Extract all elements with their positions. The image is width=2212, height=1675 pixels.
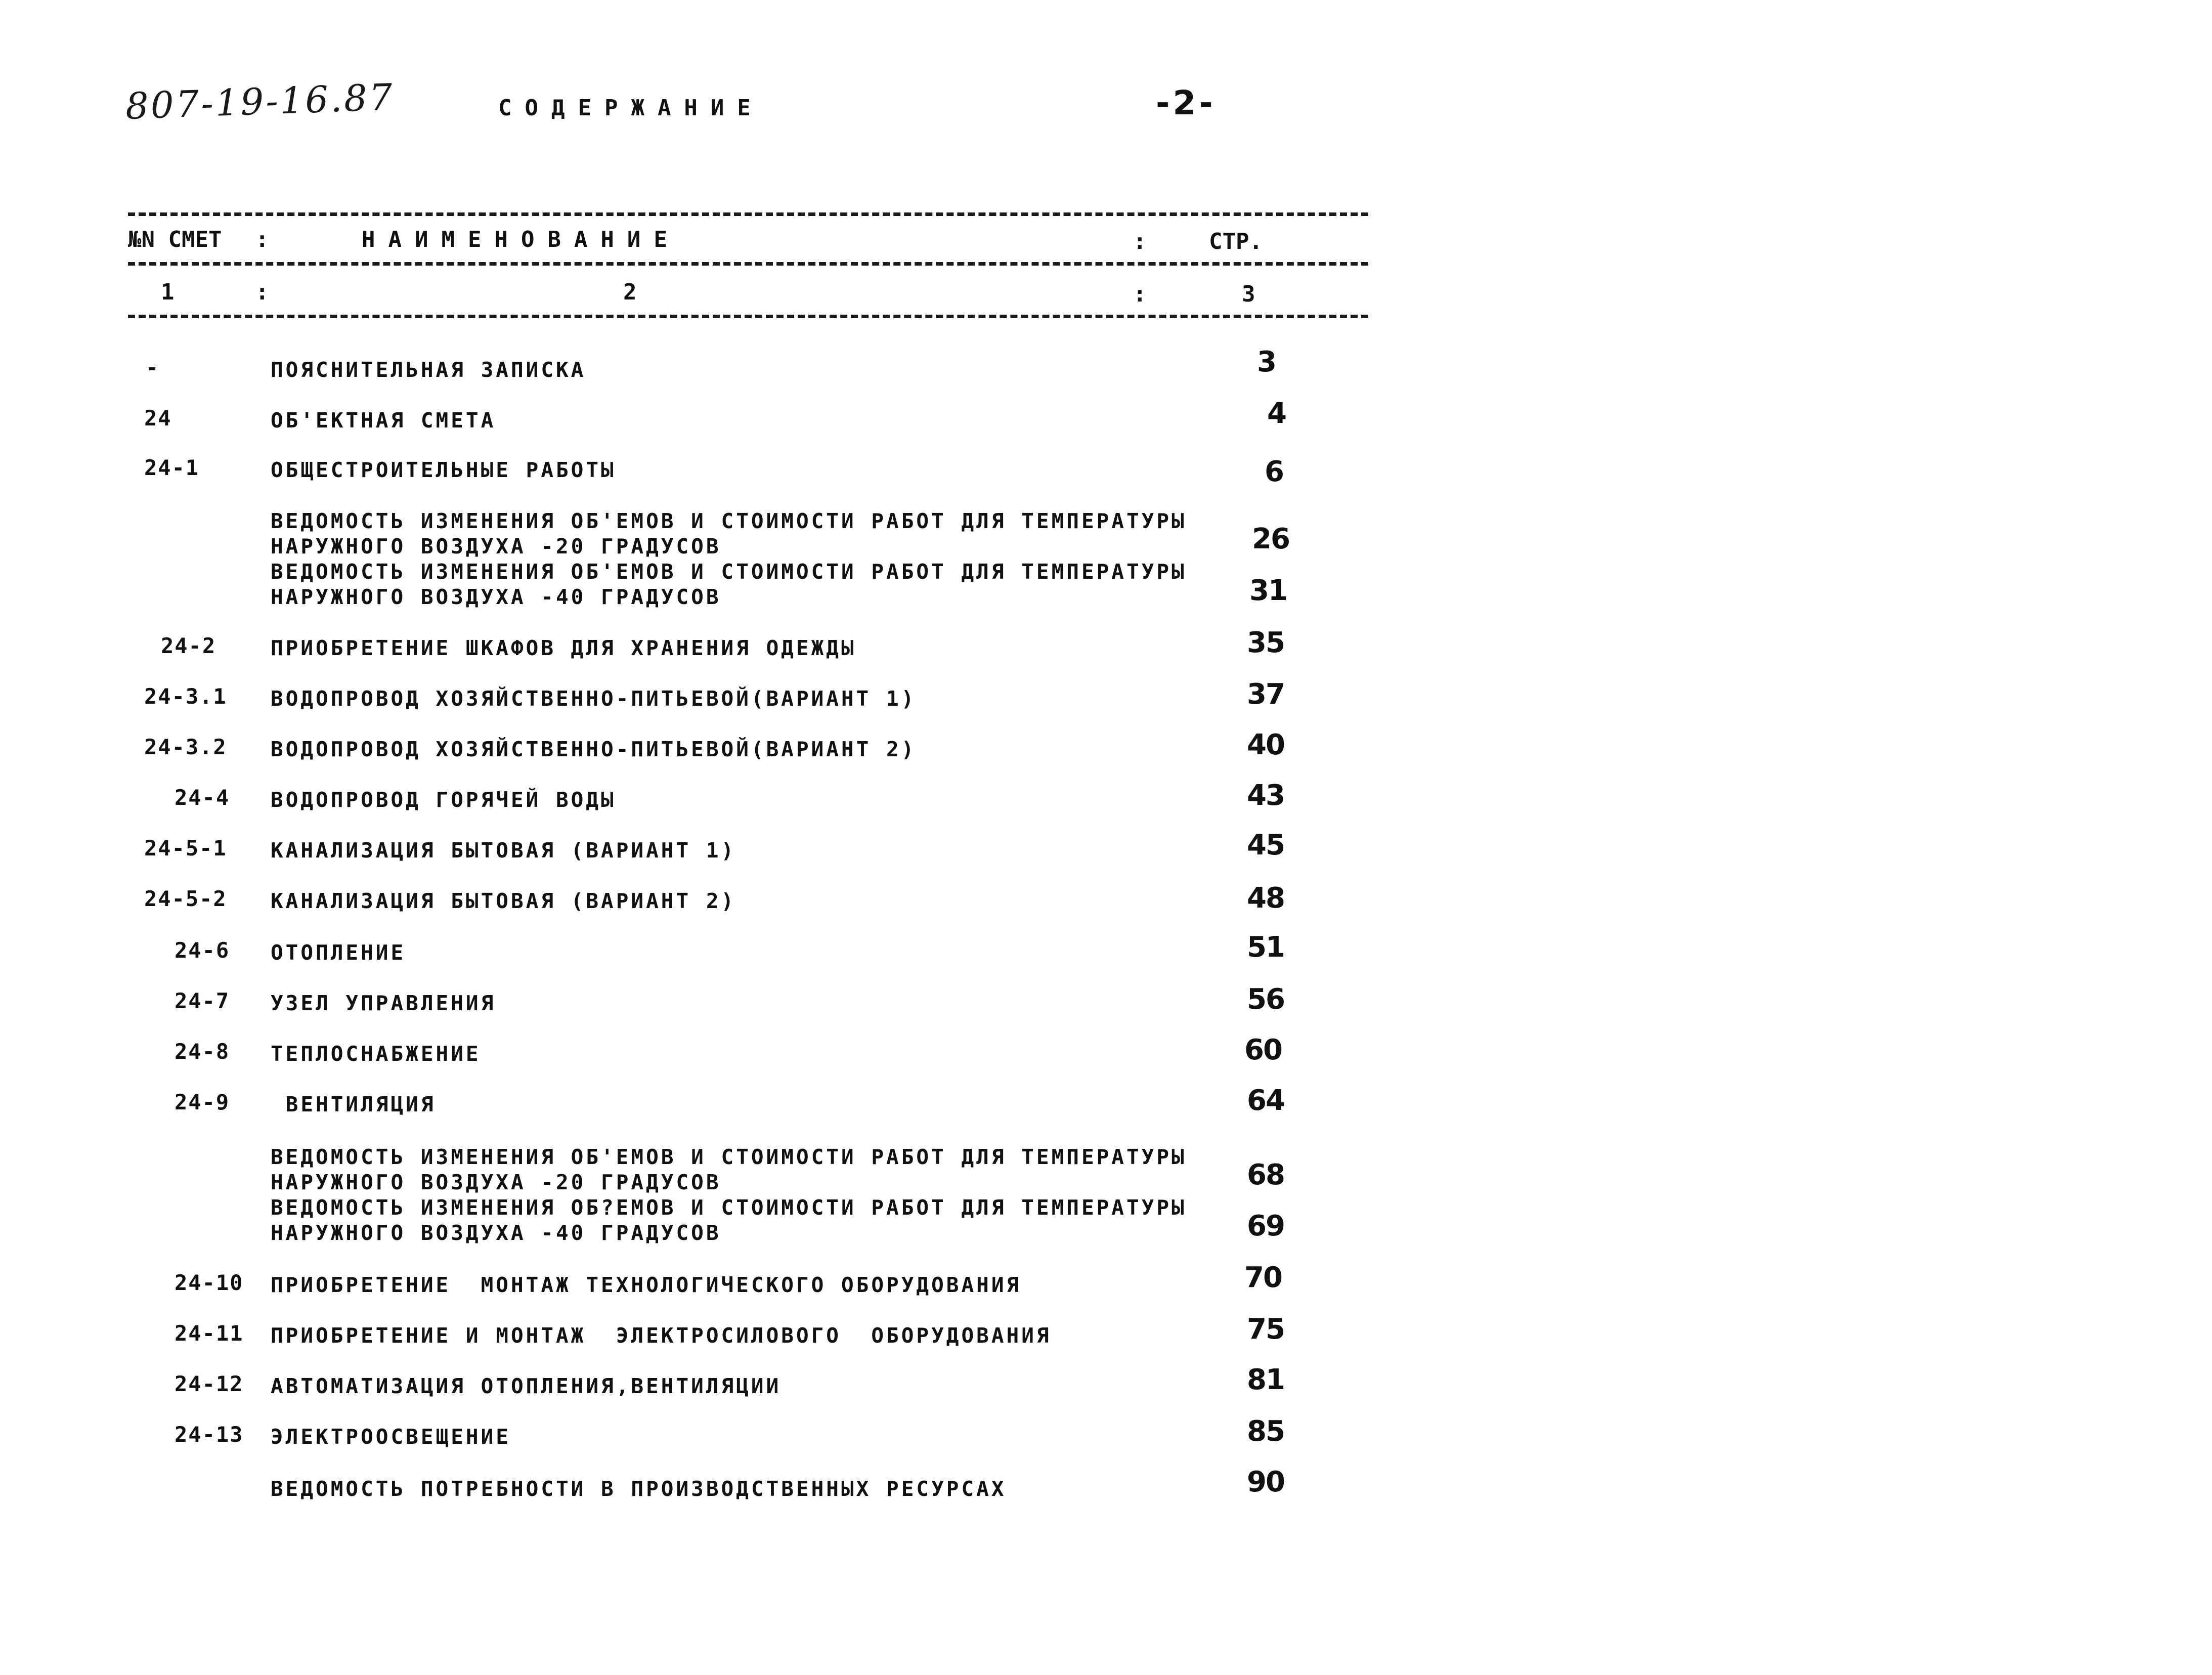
page-number: -2-	[1156, 83, 1216, 122]
row-code: 24-6	[175, 938, 230, 963]
row-code: 24-10	[175, 1270, 244, 1295]
row-page: 60	[1244, 1034, 1282, 1066]
row-name: УЗЕЛ УПРАВЛЕНИЯ	[271, 991, 496, 1015]
row-code: 24-7	[175, 989, 230, 1013]
row-name: ПОЯСНИТЕЛЬНАЯ ЗАПИСКА	[271, 358, 586, 382]
row-name: АВТОМАТИЗАЦИЯ ОТОПЛЕНИЯ,ВЕНТИЛЯЦИИ	[271, 1374, 782, 1398]
row-page: 40	[1247, 728, 1284, 761]
column-header-page: СТР.	[1209, 229, 1263, 254]
row-code: -	[146, 355, 160, 380]
column-number-code: 1	[161, 279, 175, 305]
column-numbers-bottom-rule	[128, 315, 1368, 318]
row-page: 48	[1247, 882, 1284, 915]
column-header-code: №N СМЕТ	[128, 227, 222, 252]
column-separator: :	[1133, 229, 1147, 254]
row-page: 75	[1247, 1313, 1284, 1346]
row-page: 90	[1247, 1466, 1284, 1498]
row-page: 64	[1247, 1084, 1284, 1117]
row-page: 26	[1252, 523, 1289, 555]
row-name: ВЕДОМОСТЬ ИЗМЕНЕНИЯ ОБ'ЕМОВ И СТОИМОСТИ РАБОТ ДЛЯ ТЕМПЕРАТУРЫ НАРУЖНОГО ВОЗДУХА -20 ГРАДУСОВ	[271, 509, 1187, 559]
row-page: 85	[1247, 1415, 1284, 1448]
row-name: ВЕДОМОСТЬ ИЗМЕНЕНИЯ ОБ'ЕМОВ И СТОИМОСТИ РАБОТ ДЛЯ ТЕМПЕРАТУРЫ НАРУЖНОГО ВОЗДУХА -20 ГРАДУСОВ	[271, 1145, 1187, 1195]
row-code: 24-8	[175, 1039, 230, 1064]
row-name: КАНАЛИЗАЦИЯ БЫТОВАЯ (ВАРИАНТ 2)	[271, 889, 736, 913]
row-code: 24-11	[175, 1321, 244, 1346]
row-page: 81	[1247, 1363, 1284, 1396]
row-name: ПРИОБРЕТЕНИЕ МОНТАЖ ТЕХНОЛОГИЧЕСКОГО ОБОРУДОВАНИЯ	[271, 1273, 1022, 1297]
row-code: 24-1	[144, 455, 200, 480]
row-name: ОТОПЛЕНИЕ	[271, 940, 406, 965]
row-page: 68	[1247, 1158, 1284, 1191]
row-name: ОБЩЕСТРОИТЕЛЬНЫЕ РАБОТЫ	[271, 458, 616, 482]
header-bottom-rule	[128, 262, 1368, 266]
page-title: СОДЕРЖАНИЕ	[498, 95, 764, 121]
row-code: 24-5-1	[144, 836, 227, 861]
column-header-name: НАИМЕНОВАНИЕ	[362, 227, 680, 252]
column-number-page: 3	[1242, 281, 1255, 307]
row-page: 69	[1247, 1210, 1284, 1242]
row-page: 43	[1247, 779, 1284, 812]
row-name: ВОДОПРОВОД ХОЗЯЙСТВЕННО-ПИТЬЕВОЙ(ВАРИАНТ 2)	[271, 737, 917, 761]
row-page: 70	[1244, 1261, 1282, 1294]
row-code: 24-13	[175, 1422, 244, 1447]
document-code: 807-19-16.87	[124, 75, 395, 127]
row-name: КАНАЛИЗАЦИЯ БЫТОВАЯ (ВАРИАНТ 1)	[271, 838, 736, 863]
row-name: ОБ'ЕКТНАЯ СМЕТА	[271, 408, 496, 433]
row-page: 3	[1257, 346, 1276, 378]
row-name: ВЕДОМОСТЬ ПОТРЕБНОСТИ В ПРОИЗВОДСТВЕННЫХ РЕСУРСАХ	[271, 1477, 1007, 1501]
table-top-rule	[128, 212, 1368, 216]
row-page: 37	[1247, 678, 1284, 711]
column-separator: :	[255, 227, 269, 252]
row-name: ВЕДОМОСТЬ ИЗМЕНЕНИЯ ОБ?ЕМОВ И СТОИМОСТИ РАБОТ ДЛЯ ТЕМПЕРАТУРЫ НАРУЖНОГО ВОЗДУХА -40 ГРАДУСОВ	[271, 1195, 1187, 1245]
row-code: 24-12	[175, 1371, 244, 1396]
row-code: 24-3.1	[144, 684, 227, 709]
row-page: 6	[1265, 455, 1283, 488]
row-name: ВОДОПРОВОД ХОЗЯЙСТВЕННО-ПИТЬЕВОЙ(ВАРИАНТ 1)	[271, 686, 917, 711]
row-code: 24-3.2	[144, 735, 227, 759]
row-name: ВЕДОМОСТЬ ИЗМЕНЕНИЯ ОБ'ЕМОВ И СТОИМОСТИ РАБОТ ДЛЯ ТЕМПЕРАТУРЫ НАРУЖНОГО ВОЗДУХА -40 ГРАДУСОВ	[271, 560, 1187, 610]
row-name: ЭЛЕКТРООСВЕЩЕНИЕ	[271, 1425, 511, 1449]
row-name: ПРИОБРЕТЕНИЕ И МОНТАЖ ЭЛЕКТРОСИЛОВОГО ОБОРУДОВАНИЯ	[271, 1323, 1052, 1348]
row-name: ВЕНТИЛЯЦИЯ	[271, 1092, 436, 1116]
row-page: 35	[1247, 626, 1284, 659]
row-code: 24-4	[175, 785, 230, 810]
row-page: 56	[1247, 983, 1284, 1016]
row-name: ПРИОБРЕТЕНИЕ ШКАФОВ ДЛЯ ХРАНЕНИЯ ОДЕЖДЫ	[271, 636, 856, 660]
row-code: 24-2	[161, 633, 216, 658]
column-number-name: 2	[623, 279, 637, 305]
row-name: ТЕПЛОСНАБЖЕНИЕ	[271, 1042, 481, 1066]
row-code: 24-5-2	[144, 886, 227, 911]
row-code: 24	[144, 406, 172, 431]
row-name: ВОДОПРОВОД ГОРЯЧЕЙ ВОДЫ	[271, 788, 616, 812]
row-page: 51	[1247, 931, 1284, 964]
row-code: 24-9	[175, 1090, 230, 1114]
row-page: 31	[1249, 574, 1287, 607]
row-page: 4	[1267, 397, 1286, 430]
row-page: 45	[1247, 829, 1284, 862]
column-separator: :	[255, 279, 269, 305]
column-separator: :	[1133, 281, 1147, 307]
